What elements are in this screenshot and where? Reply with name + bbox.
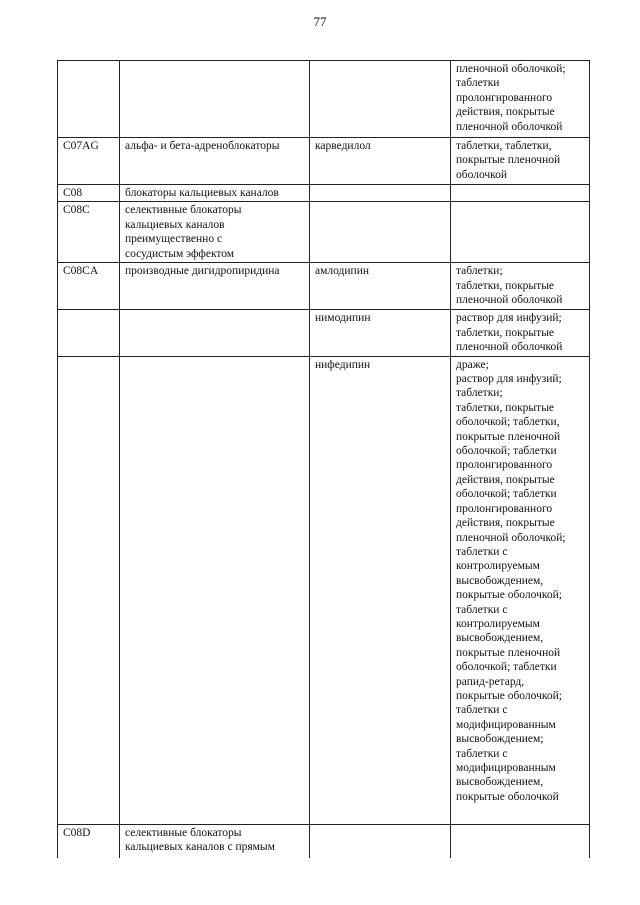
pharmacological-group-cell	[120, 310, 310, 356]
table-row	[58, 356, 590, 824]
drug-name-cell: нифедипин	[310, 356, 451, 824]
pharmacological-group-cell: селективные блокаторы кальциевых каналов с прямым	[120, 824, 310, 858]
pharmacological-group-cell: производные дигидропиридина	[120, 263, 310, 310]
page-number: 77	[313, 14, 327, 29]
drug-name-cell: карведилол	[310, 138, 451, 185]
dosage-forms-cell: пленочной оболочкой; таблетки пролонгированного действия, покрытые пленочной оболочкой	[451, 61, 590, 138]
drug-name-cell: амлодипин	[310, 263, 451, 310]
table-row	[58, 61, 590, 138]
table-row	[58, 202, 590, 263]
table-row	[58, 138, 590, 185]
pharmacological-group-cell: селективные блокаторы кальциевых каналов преимущественно с сосудистым эффектом	[120, 202, 310, 263]
dosage-forms-cell: раствор для инфузий; таблетки, покрытые пленочной оболочкой	[451, 310, 590, 356]
atc-code-cell	[58, 356, 120, 824]
drug-name-cell: нимодипин	[310, 310, 451, 356]
atc-code-cell	[58, 310, 120, 356]
atc-code-cell: C07AG	[58, 138, 120, 185]
atc-code-cell: C08C	[58, 202, 120, 263]
pharmacological-group-cell: блокаторы кальциевых каналов	[120, 185, 310, 202]
dosage-forms-cell: таблетки, таблетки, покрытые пленочной оболочкой	[451, 138, 590, 185]
dosage-forms-cell	[451, 185, 590, 202]
atc-code-cell: C08CA	[58, 263, 120, 310]
pharmacological-group-cell: альфа- и бета-адреноблокаторы	[120, 138, 310, 185]
table-row	[58, 310, 590, 356]
drug-classification-table	[57, 60, 590, 858]
table-row	[58, 185, 590, 202]
dosage-forms-cell	[451, 824, 590, 858]
drug-name-cell	[310, 185, 451, 202]
atc-code-cell: C08	[58, 185, 120, 202]
dosage-forms-cell	[451, 202, 590, 263]
atc-code-cell	[58, 61, 120, 138]
atc-code-cell: C08D	[58, 824, 120, 858]
dosage-forms-cell: таблетки; таблетки, покрытые пленочной оболочкой	[451, 263, 590, 310]
drug-name-cell	[310, 824, 451, 858]
dosage-forms-cell: драже; раствор для инфузий; таблетки; таблетки, покрытые оболочкой; таблетки, покрытые пленочной оболочкой; таблетки пролонгированного действия, покрытые оболочкой; таблетки пролонгированного действия, покрытые пленочной оболочкой; таблетки с контролируемым высвобождением, покрытые оболочкой; таблетки с контролируемым высвобождением, покрытые пленочной оболочкой; таблетки рапид-ретард, покрытые оболочкой; таблетки с модифицированным высвобождением; таблетки с модифицированным высвобождением, покрытые оболочкой	[451, 356, 590, 824]
table-row	[58, 263, 590, 310]
pharmacological-group-cell	[120, 356, 310, 824]
pharmacological-group-cell	[120, 61, 310, 138]
table-row	[58, 824, 590, 858]
drug-name-cell	[310, 202, 451, 263]
drug-name-cell	[310, 61, 451, 138]
